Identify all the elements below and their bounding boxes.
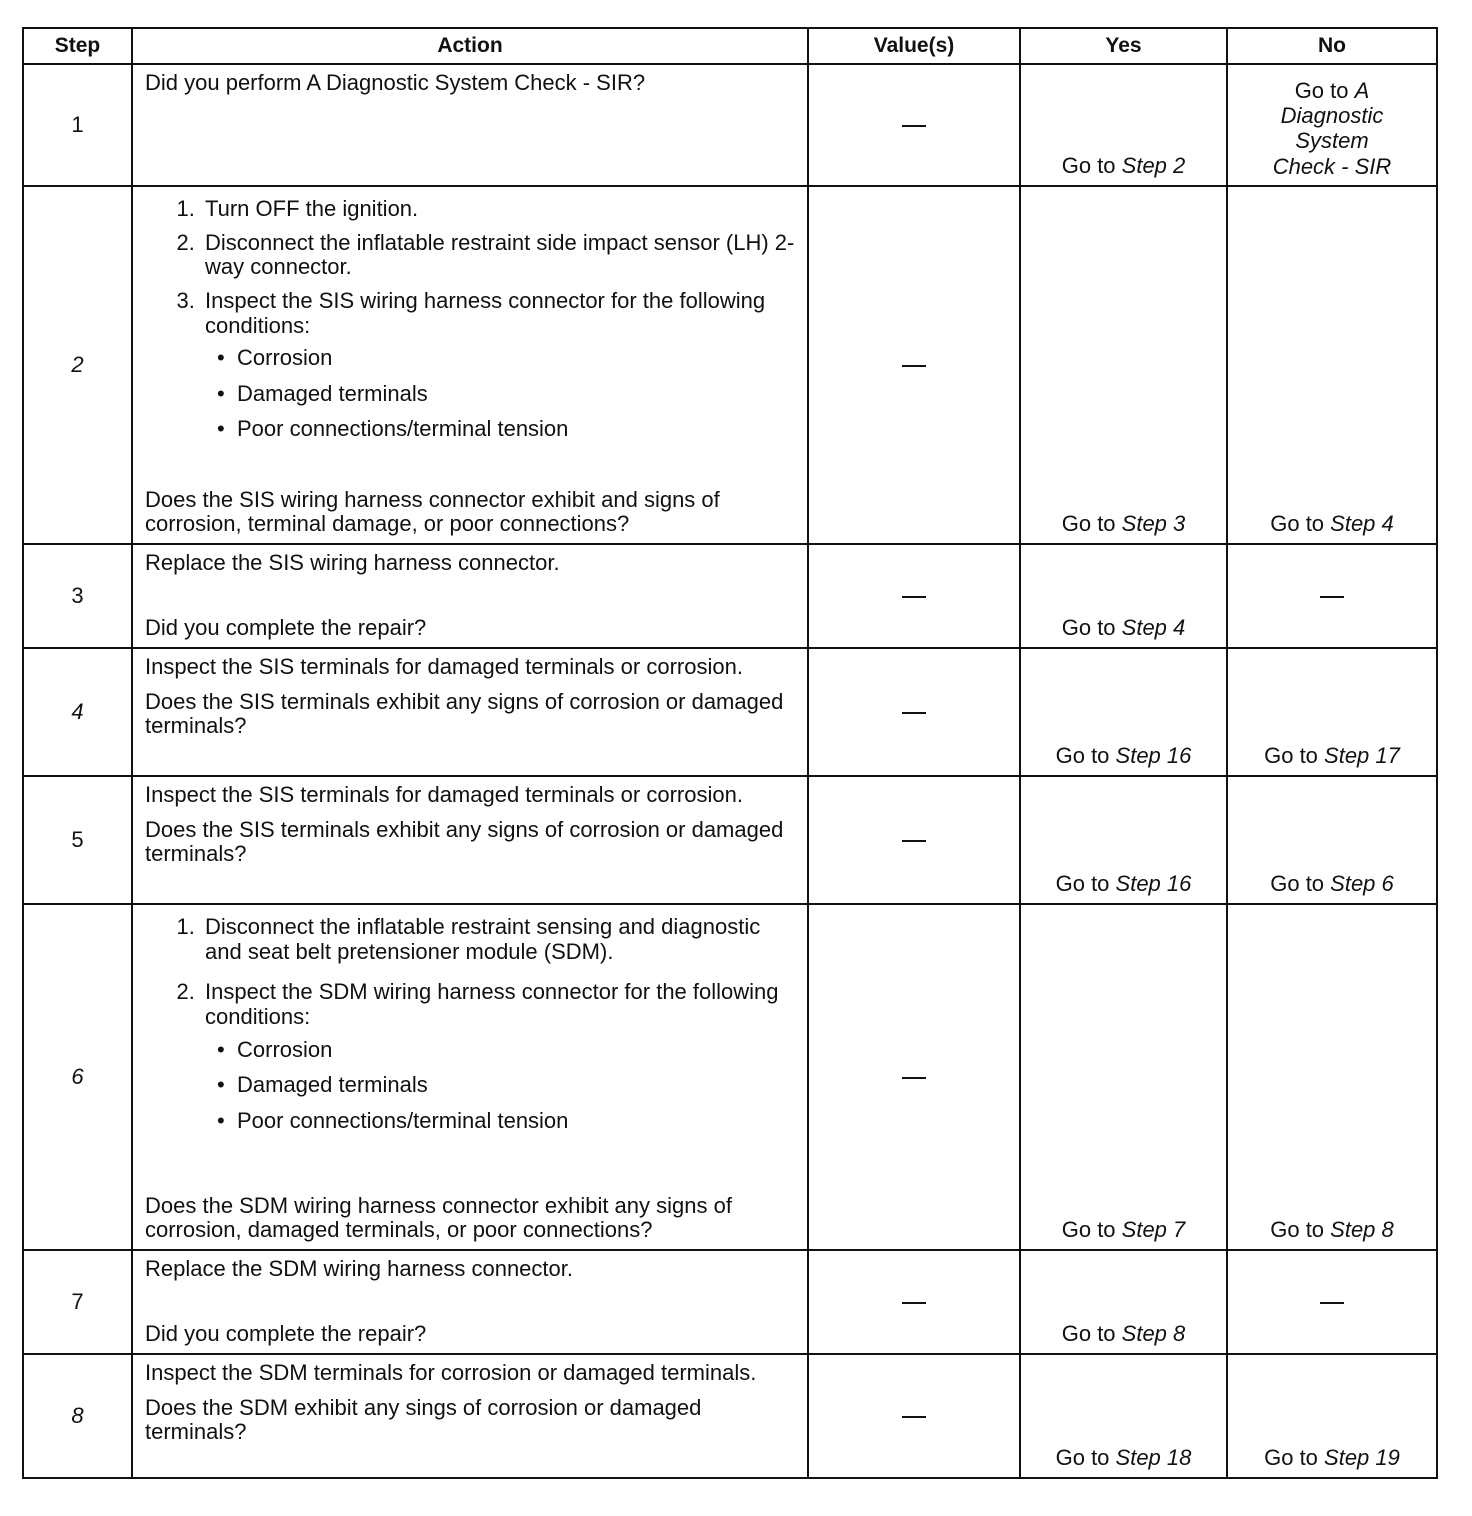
table-row: [23, 904, 1437, 1250]
yes-prefix: Go to: [1061, 1321, 1122, 1347]
no-prefix: Go to: [1294, 77, 1355, 103]
condition-item: • Corrosion: [211, 346, 797, 371]
table-row: [23, 186, 1437, 544]
action-instruction: Inspect the SIS terminals for damaged terminals or corrosion.: [145, 654, 743, 679]
action-question: Does the SDM exhibit any sings of corrosion or damaged terminals?: [145, 1394, 702, 1445]
yes-cell: [1020, 776, 1227, 904]
action-question: Does the SIS terminals exhibit any signs of corrosion or damaged terminals?: [145, 688, 784, 739]
step-number: 6: [23, 904, 132, 1250]
yes-prefix: Go to: [1055, 1445, 1116, 1471]
yes-target: Step 7: [1121, 1217, 1186, 1243]
action-cell: [132, 64, 808, 186]
no-target: Step 4: [1330, 511, 1394, 537]
value-dash: [902, 1416, 926, 1418]
header-step: Step: [23, 28, 132, 64]
yes-cell: [1020, 1354, 1227, 1478]
table-row: [23, 776, 1437, 904]
no-cell: [1227, 648, 1437, 776]
yes-prefix: Go to: [1055, 743, 1116, 769]
yes-prefix: Go to: [1061, 153, 1122, 179]
value-cell: [808, 1354, 1020, 1478]
value-dash: [902, 365, 926, 367]
step-number: 7: [23, 1250, 132, 1354]
header-yes: Yes: [1020, 28, 1227, 64]
no-cell: [1227, 64, 1437, 186]
table-row: [23, 648, 1437, 776]
value-dash: [902, 596, 926, 598]
condition-item: • Damaged terminals: [211, 1073, 797, 1098]
action-steps: [145, 915, 797, 1144]
condition-item: • Poor connections/terminal tension: [211, 417, 797, 442]
step-number: 1: [23, 64, 132, 186]
no-cell: [1227, 776, 1437, 904]
value-cell: [808, 544, 1020, 648]
yes-target: Step 2: [1121, 153, 1186, 179]
diagnostic-table: [22, 27, 1438, 1479]
header-no: No: [1227, 28, 1437, 64]
condition-item: • Poor connections/terminal tension: [211, 1109, 797, 1134]
no-target-line1: A: [1354, 77, 1370, 103]
header-values: Value(s): [808, 28, 1020, 64]
value-dash: [902, 840, 926, 842]
no-dash: [1320, 1302, 1344, 1304]
no-prefix: Go to: [1270, 871, 1331, 897]
header-action: Action: [132, 28, 808, 64]
yes-target: Step 18: [1115, 1445, 1192, 1471]
no-cell: [1227, 904, 1437, 1250]
action-question: Did you perform A Diagnostic System Check - SIR?: [145, 70, 646, 95]
step-number: 4: [23, 648, 132, 776]
no-prefix: Go to: [1270, 511, 1331, 537]
no-cell: [1227, 1354, 1437, 1478]
action-cell: [132, 648, 808, 776]
action-step: 1. Turn OFF the ignition.: [201, 197, 797, 222]
action-cell: [132, 186, 808, 544]
step-number: 8: [23, 1354, 132, 1478]
value-cell: [808, 776, 1020, 904]
no-target: Step 19: [1324, 1445, 1400, 1471]
step-number: 3: [23, 544, 132, 648]
yes-target: Step 16: [1115, 871, 1192, 897]
yes-prefix: Go to: [1061, 511, 1122, 537]
value-cell: [808, 64, 1020, 186]
action-question: Did you complete the repair?: [145, 615, 427, 641]
value-cell: [808, 648, 1020, 776]
no-prefix: Go to: [1264, 1445, 1325, 1471]
action-step: 2. Disconnect the inflatable restraint side impact sensor (LH) 2-way connector.: [201, 231, 797, 280]
action-instruction: Inspect the SDM terminals for corrosion or damaged terminals.: [145, 1360, 757, 1385]
value-dash: [902, 712, 926, 714]
no-target: Step 8: [1330, 1217, 1394, 1243]
yes-target: Step 3: [1121, 511, 1186, 537]
condition-list: [205, 1038, 797, 1134]
action-question: Did you complete the repair?: [145, 1321, 427, 1347]
table-row: [23, 1250, 1437, 1354]
yes-target: Step 16: [1115, 743, 1192, 769]
no-target-line2: Diagnostic: [1280, 103, 1384, 129]
step-number: 5: [23, 776, 132, 904]
condition-item: • Damaged terminals: [211, 382, 797, 407]
action-cell: [132, 1354, 808, 1478]
action-question: Does the SDM wiring harness connector exhibit any signs of corrosion, damaged terminals, or poor connections?: [145, 1192, 732, 1243]
action-steps: [145, 197, 797, 453]
action-step: 2. Inspect the SDM wiring harness connector for the following conditions: • Corrosion • Damaged terminals • Poor connections/terminal tension: [201, 980, 797, 1133]
action-step: 1. Disconnect the inflatable restraint sensing and diagnostic and seat belt pretensioner module (SDM).: [201, 915, 797, 964]
no-prefix: Go to: [1270, 1217, 1331, 1243]
no-dash: [1320, 596, 1344, 598]
yes-prefix: Go to: [1061, 615, 1122, 641]
step-number: 2: [23, 186, 132, 544]
action-instruction: Replace the SIS wiring harness connector.: [145, 550, 560, 575]
table-row: [23, 64, 1437, 186]
action-cell: [132, 776, 808, 904]
value-dash: [902, 1302, 926, 1304]
value-cell: [808, 1250, 1020, 1354]
value-cell: [808, 904, 1020, 1250]
yes-cell: [1020, 648, 1227, 776]
action-question: Does the SIS terminals exhibit any signs of corrosion or damaged terminals?: [145, 816, 784, 867]
value-cell: [808, 186, 1020, 544]
action-cell: [132, 1250, 808, 1354]
no-target: Step 6: [1330, 871, 1394, 897]
action-cell: [132, 904, 808, 1250]
no-target-line4: Check - SIR: [1272, 153, 1392, 179]
header-row: [23, 28, 1437, 64]
yes-target: Step 4: [1121, 615, 1186, 641]
action-step: 3. Inspect the SIS wiring harness connector for the following conditions: • Corrosion • Damaged terminals • Poor connections/terminal tension: [201, 289, 797, 442]
yes-target: Step 8: [1121, 1321, 1186, 1347]
yes-cell: [1020, 1250, 1227, 1354]
yes-cell: [1020, 186, 1227, 544]
yes-prefix: Go to: [1055, 871, 1116, 897]
condition-list: [205, 346, 797, 442]
no-target-line3: System: [1295, 128, 1369, 154]
no-cell: [1227, 544, 1437, 648]
value-dash: [902, 1077, 926, 1079]
action-question: Does the SIS wiring harness connector exhibit and signs of corrosion, terminal damage, or poor connections?: [145, 486, 720, 537]
action-instruction: Replace the SDM wiring harness connector.: [145, 1256, 573, 1281]
yes-cell: [1020, 904, 1227, 1250]
yes-prefix: Go to: [1061, 1217, 1122, 1243]
table-row: [23, 1354, 1437, 1478]
action-instruction: Inspect the SIS terminals for damaged terminals or corrosion.: [145, 782, 743, 807]
no-target: Step 17: [1324, 743, 1400, 769]
value-dash: [902, 125, 926, 127]
no-prefix: Go to: [1264, 743, 1325, 769]
yes-cell: [1020, 544, 1227, 648]
condition-item: • Corrosion: [211, 1038, 797, 1063]
no-cell: [1227, 186, 1437, 544]
action-cell: [132, 544, 808, 648]
no-cell: [1227, 1250, 1437, 1354]
table-row: [23, 544, 1437, 648]
yes-cell: [1020, 64, 1227, 186]
